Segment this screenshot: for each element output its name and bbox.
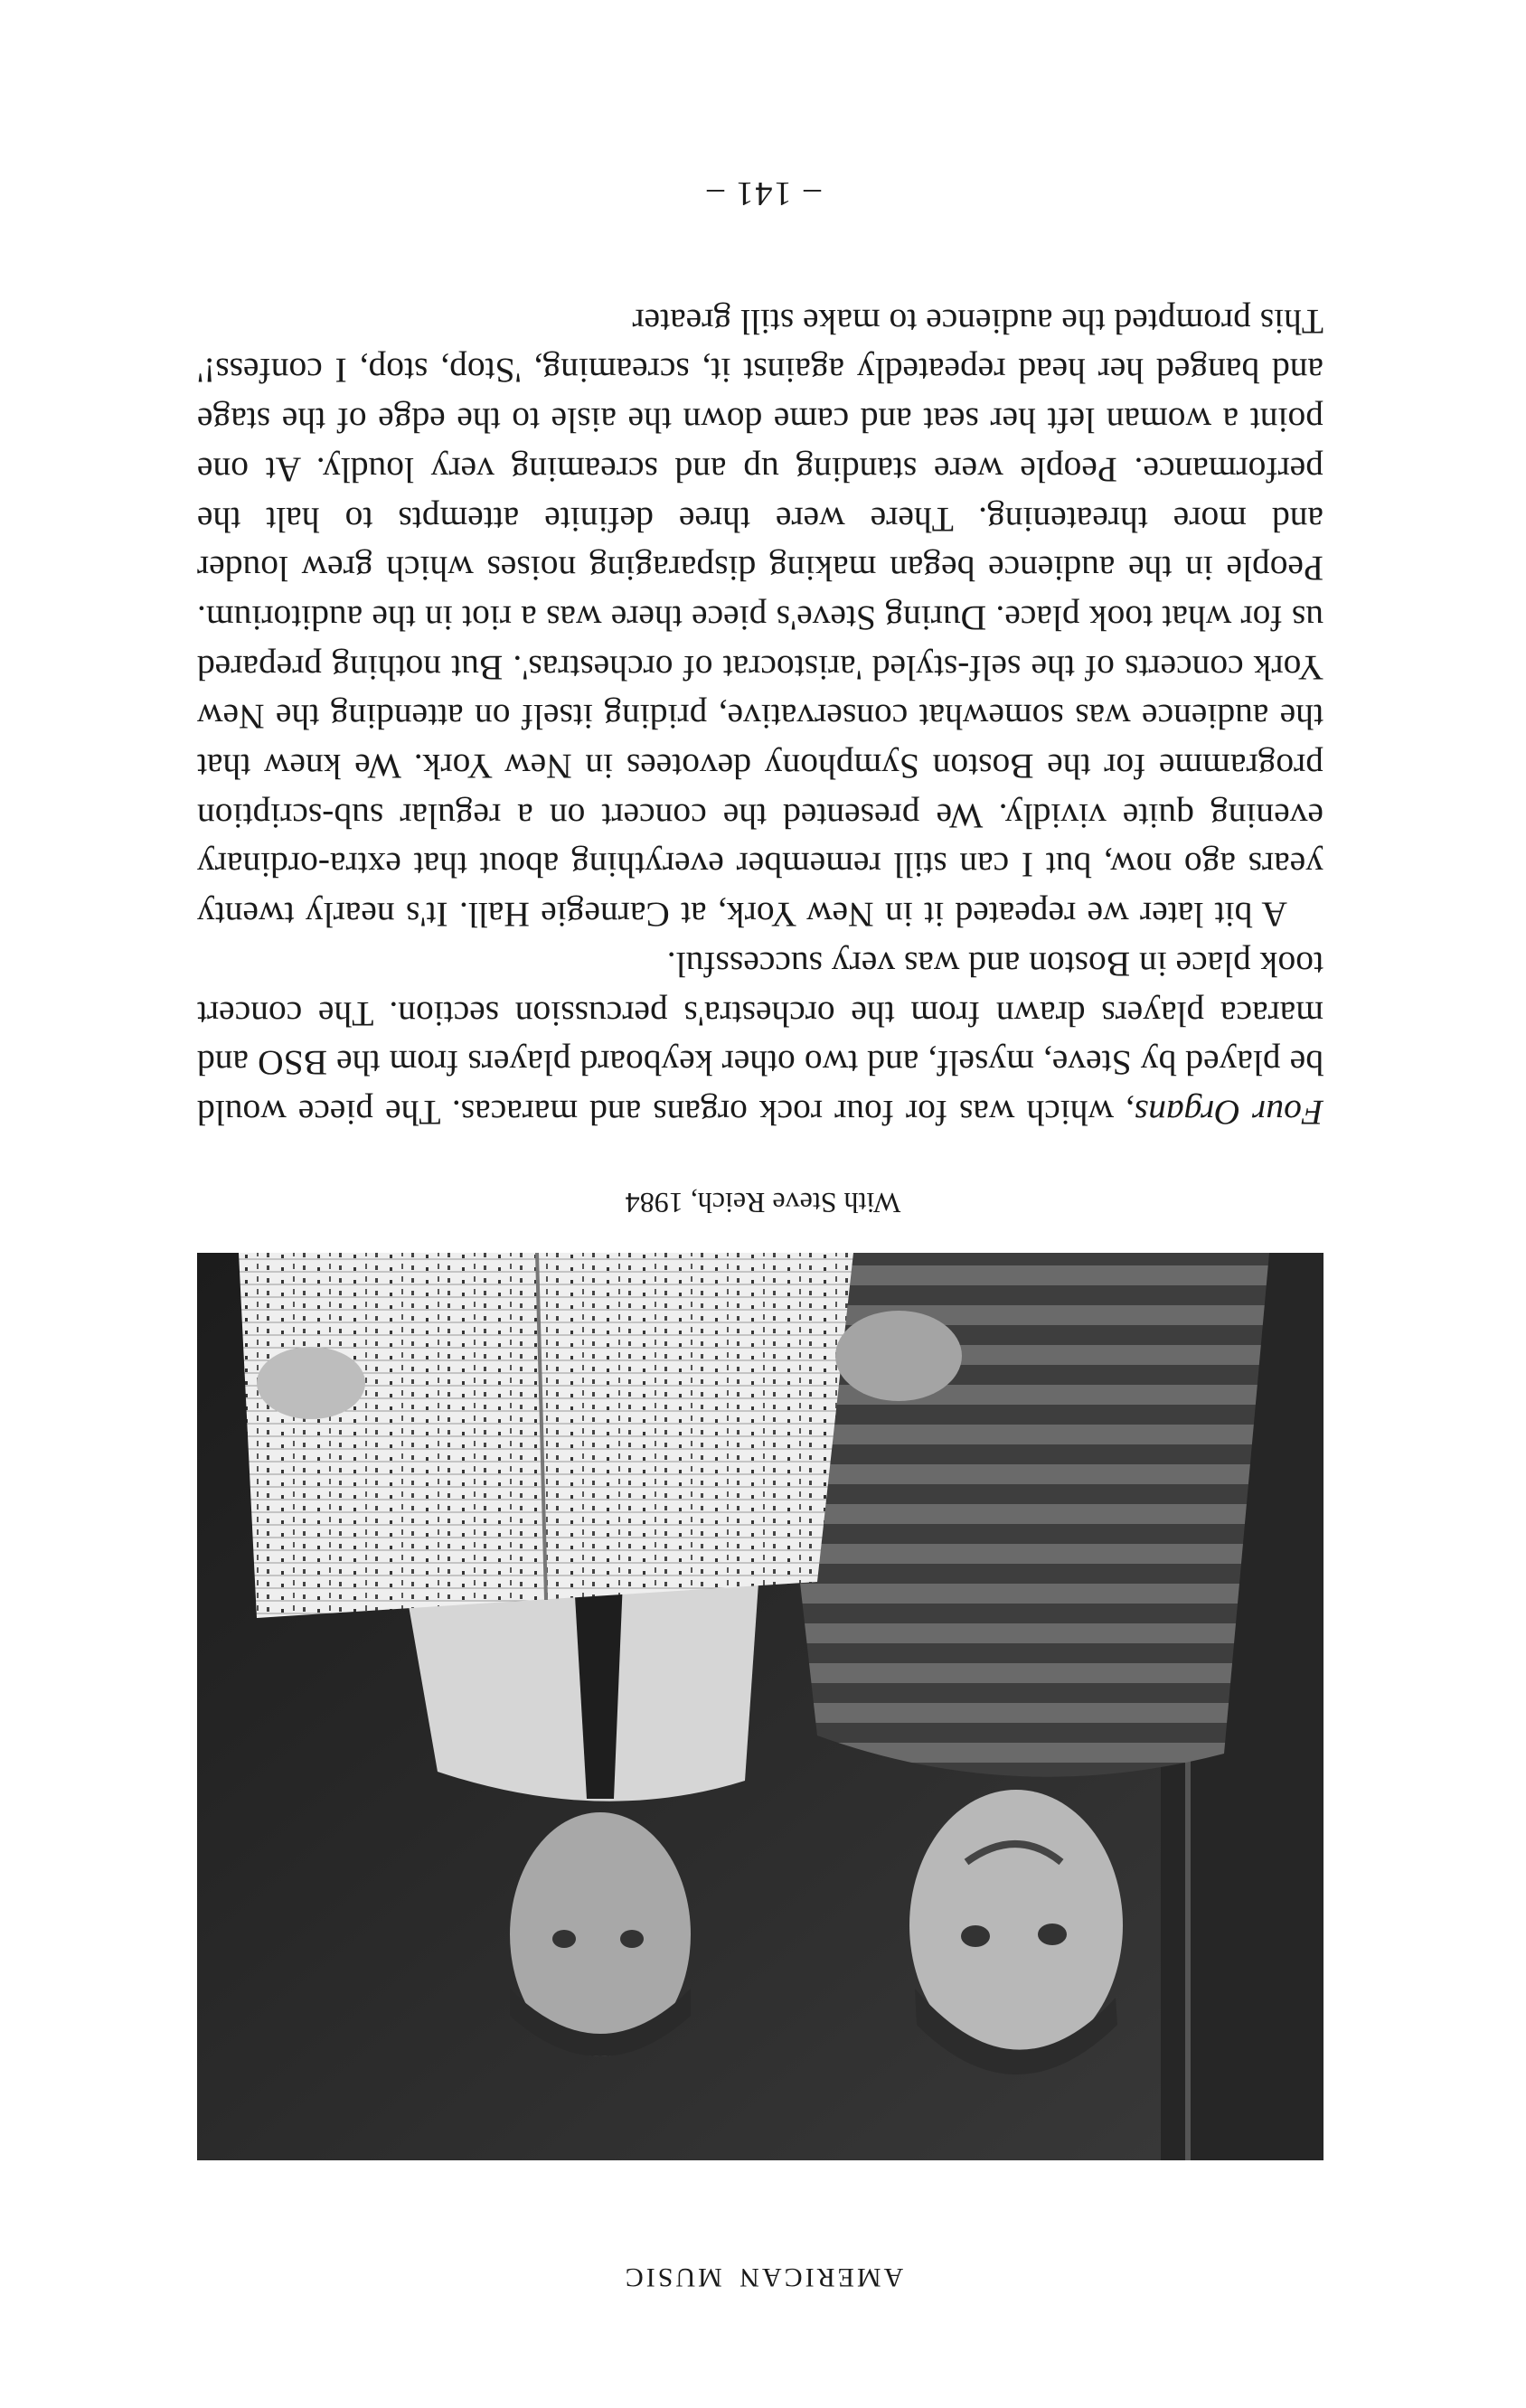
paragraph [197,939,1323,1137]
photograph [197,1253,1323,2160]
paragraph: A bit later we repeated it in New York, at Carnegie Hall. It's nearly twenty years ago now, but I can still remember everything about that extra-ordinary evening quite vividly. We presented the concert on a regular sub-scription programme for the Boston Symphony devotees in New York. We knew that the audience was somewhat conservative, priding itself on attending the New York concerts of the self-styled 'aristocrat of orchestras'. But nothing prepared us for what took place. During Steve's piece there was a riot in the auditorium. People in the audience began making disparaging noises which grew louder and more threatening. There were three definite attempts to halt the performance. People were standing up and screaming very loudly. At one point a woman left her seat and came down the aisle to the edge of the stage and banged her head repeatedly against it, screaming, 'Stop, stop, I confess!' This prompted the audience to make still greater [197,301,1323,936]
running-head: AMERICAN MUSIC [622,2262,904,2292]
body-text [197,296,1323,1137]
page-number: – 141 – [705,174,821,212]
photo-caption: With Steve Reich, 1984 [625,1187,901,1219]
work-title: Four Organs [1134,1093,1323,1133]
paragraph-text: , which was for four rock organs and maracas. The piece would be played by Steve, myself, and two other keyboard players from the BSO and maraca players drawn from the orchestra's percussion section. The concert took place in Boston and was very successful. [197,944,1323,1133]
